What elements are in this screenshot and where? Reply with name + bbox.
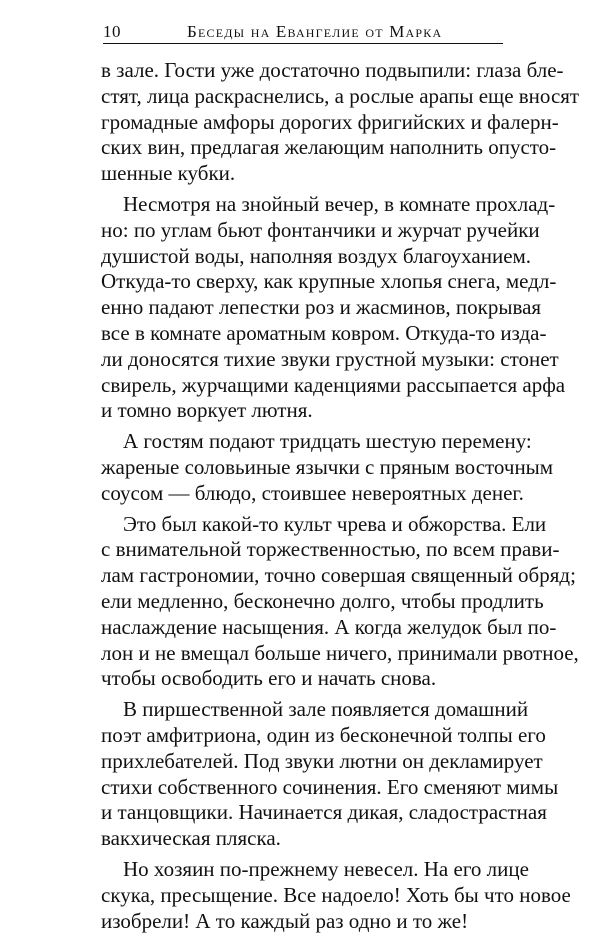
paragraph [101,511,579,693]
text-line: лам гастрономии, точно совершая священный обряд; [101,563,576,588]
paragraph [101,429,554,506]
text-line: прихлебателей. Под звуки лютни он декламирует [101,748,543,773]
text-line: все в комнате ароматным ковром. Откуда-то изда- [101,320,547,345]
paragraph [101,191,566,424]
text-line: А гостям подают тридцать шестую перемену: [123,429,532,454]
text-line: ели медленно, бесконечно долго, чтобы продлить [101,588,544,613]
text-line: и томно воркует лютня. [101,398,313,423]
text-line: Откуда-то сверху, как крупные хлопья снега, медл- [101,269,557,294]
header-rule [103,43,503,44]
text-line: свирель, журчащими каденциями рассыпается арфа [101,372,566,397]
text-line: чтобы освободить его и начать снова. [101,666,437,691]
text-line: лон и не вмещал больше ничего, принимали рвотное, [101,640,579,665]
running-title: Беседы на Евангелие от Марка [187,22,443,41]
text-line: скука, пресыщение. Все надоело! Хоть бы что новое [101,882,571,907]
text-line: громадные амфоры дорогих фригийских и фалерн- [101,109,559,134]
text-line: соусом — блюдо, стоившее невероятных денег. [101,480,524,505]
paragraph [101,856,571,934]
paragraph [101,58,580,187]
paragraph [101,697,559,852]
text-line: енно падают лепестки роз и жасминов, покрывая [101,295,542,320]
text-line: наслаждение насыщения. А когда желудок был по- [101,614,557,639]
page-number: 10 [103,22,121,41]
text-line: Несмотря на знойный вечер, в комнате прохлад- [123,191,556,216]
text-line: ли доносятся тихие звуки грустной музыки: стонет [101,346,559,371]
text-line: стят, лица раскраснелись, а рослые арапы еще вносят [101,83,580,108]
text-line: стихи собственного сочинения. Его сменяют мимы [101,774,559,799]
text-line: ских вин, предлагая желающим наполнить опусто- [101,135,557,160]
text-line: вакхическая пляска. [101,826,281,851]
text-line: жареные соловьиные язычки с пряным восточным [101,454,554,479]
text-line: с внимательной торжественностью, по всем прави- [101,537,560,562]
text-line: Это был какой-то культ чрева и обжорства. Ели [123,511,547,536]
text-line: шенные кубки. [101,161,236,186]
text-line: душистой воды, наполняя воздух благоуханием. [101,243,532,268]
text-line: поэт амфитриона, один из бесконечной толпы его [101,722,546,747]
page-header [103,22,503,46]
text-line: но: по углам бьют фонтанчики и журчат ручейки [101,217,540,242]
body-text [101,58,580,939]
text-line: изобрели! А то каждый раз одно и то же! [101,908,469,933]
text-line: В пиршественной зале появляется домашний [123,697,529,722]
text-line: Но хозяин по-прежнему невесел. На его лице [123,856,529,881]
text-line: и танцовщики. Начинается дикая, сладострастная [101,800,547,825]
text-line: в зале. Гости уже достаточно подвыпили: глаза бле- [101,58,564,82]
